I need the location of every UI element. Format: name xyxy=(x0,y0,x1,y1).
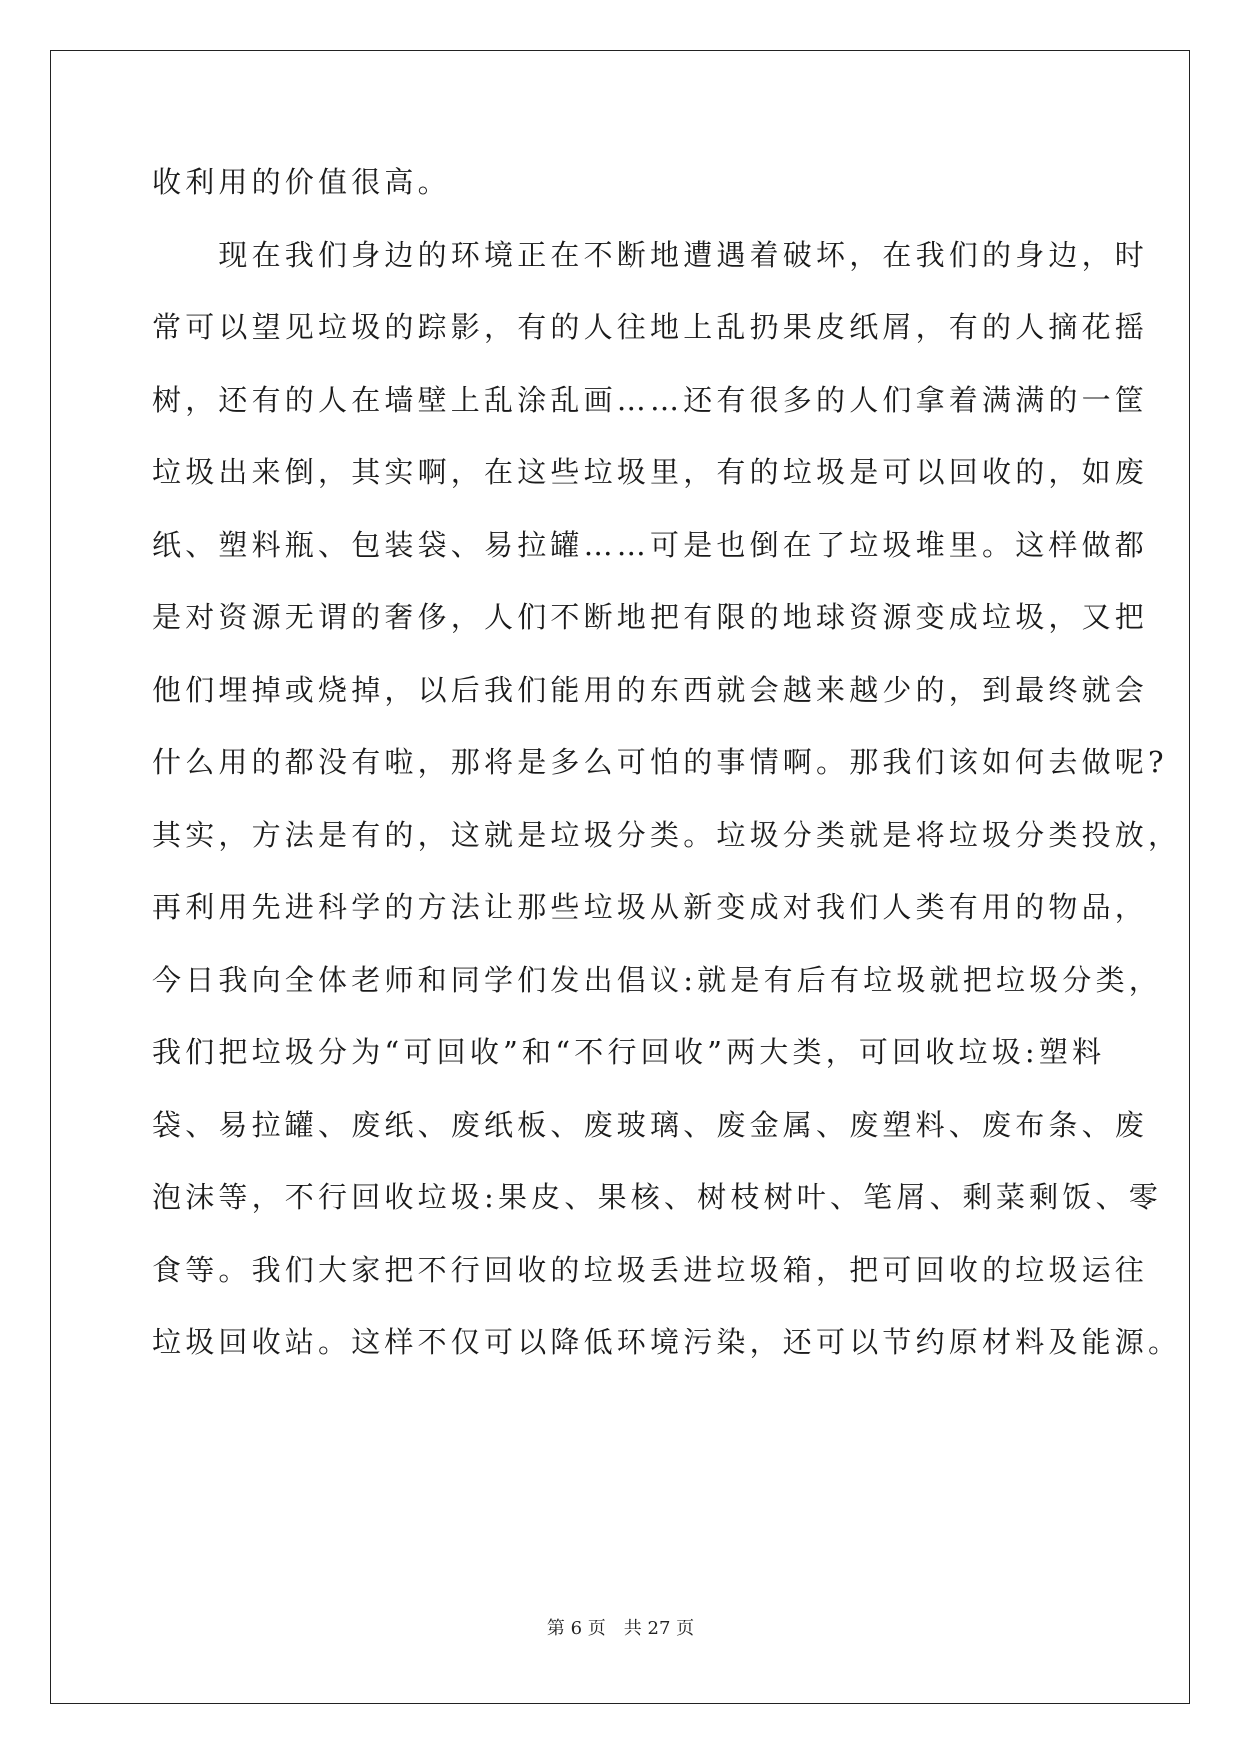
text-line: 泡沫等，不行回收垃圾:果皮、果核、树枝树叶、笔屑、剩菜剩饭、零 xyxy=(152,1180,1162,1214)
text-line: 他们埋掉或烧掉，以后我们能用的东西就会越来越少的，到最终就会 xyxy=(152,673,1149,707)
page-number: 第 6 页 共 27 页 xyxy=(546,1618,695,1639)
text-line: 纸、塑料瓶、包装袋、易拉罐……可是也倒在了垃圾堆里。这样做都 xyxy=(152,528,1149,562)
text-line: 是对资源无谓的奢侈，人们不断地把有限的地球资源变成垃圾，又把 xyxy=(152,600,1149,634)
text-line: 树，还有的人在墙壁上乱涂乱画……还有很多的人们拿着满满的一筐 xyxy=(152,383,1149,417)
text-line: 现在我们身边的环境正在不断地遭遇着破坏，在我们的身边，时 xyxy=(152,238,1149,272)
page-border xyxy=(50,50,1190,1704)
text-line: 其实，方法是有的，这就是垃圾分类。垃圾分类就是将垃圾分类投放， xyxy=(152,818,1182,852)
text-line: 常可以望见垃圾的踪影，有的人往地上乱扔果皮纸屑，有的人摘花摇 xyxy=(152,310,1149,344)
text-line: 收利用的价值很高。 xyxy=(152,165,451,199)
text-line: 我们把垃圾分为“可回收”和“不行回收”两大类，可回收垃圾:塑料 xyxy=(152,1035,1106,1069)
text-line: 袋、易拉罐、废纸、废纸板、废玻璃、废金属、废塑料、废布条、废 xyxy=(152,1108,1149,1142)
text-line: 今日我向全体老师和同学们发出倡议:就是有后有垃圾就把垃圾分类， xyxy=(152,963,1162,997)
text-line: 食等。我们大家把不行回收的垃圾丢进垃圾箱，把可回收的垃圾运往 xyxy=(152,1253,1149,1287)
text-line: 再利用先进科学的方法让那些垃圾从新变成对我们人类有用的物品， xyxy=(152,890,1149,924)
text-line: 什么用的都没有啦，那将是多么可怕的事情啊。那我们该如何去做呢? xyxy=(152,745,1168,779)
text-line: 垃圾出来倒，其实啊，在这些垃圾里，有的垃圾是可以回收的，如废 xyxy=(152,455,1149,489)
text-line: 垃圾回收站。这样不仅可以降低环境污染，还可以节约原材料及能源。 xyxy=(152,1325,1182,1359)
